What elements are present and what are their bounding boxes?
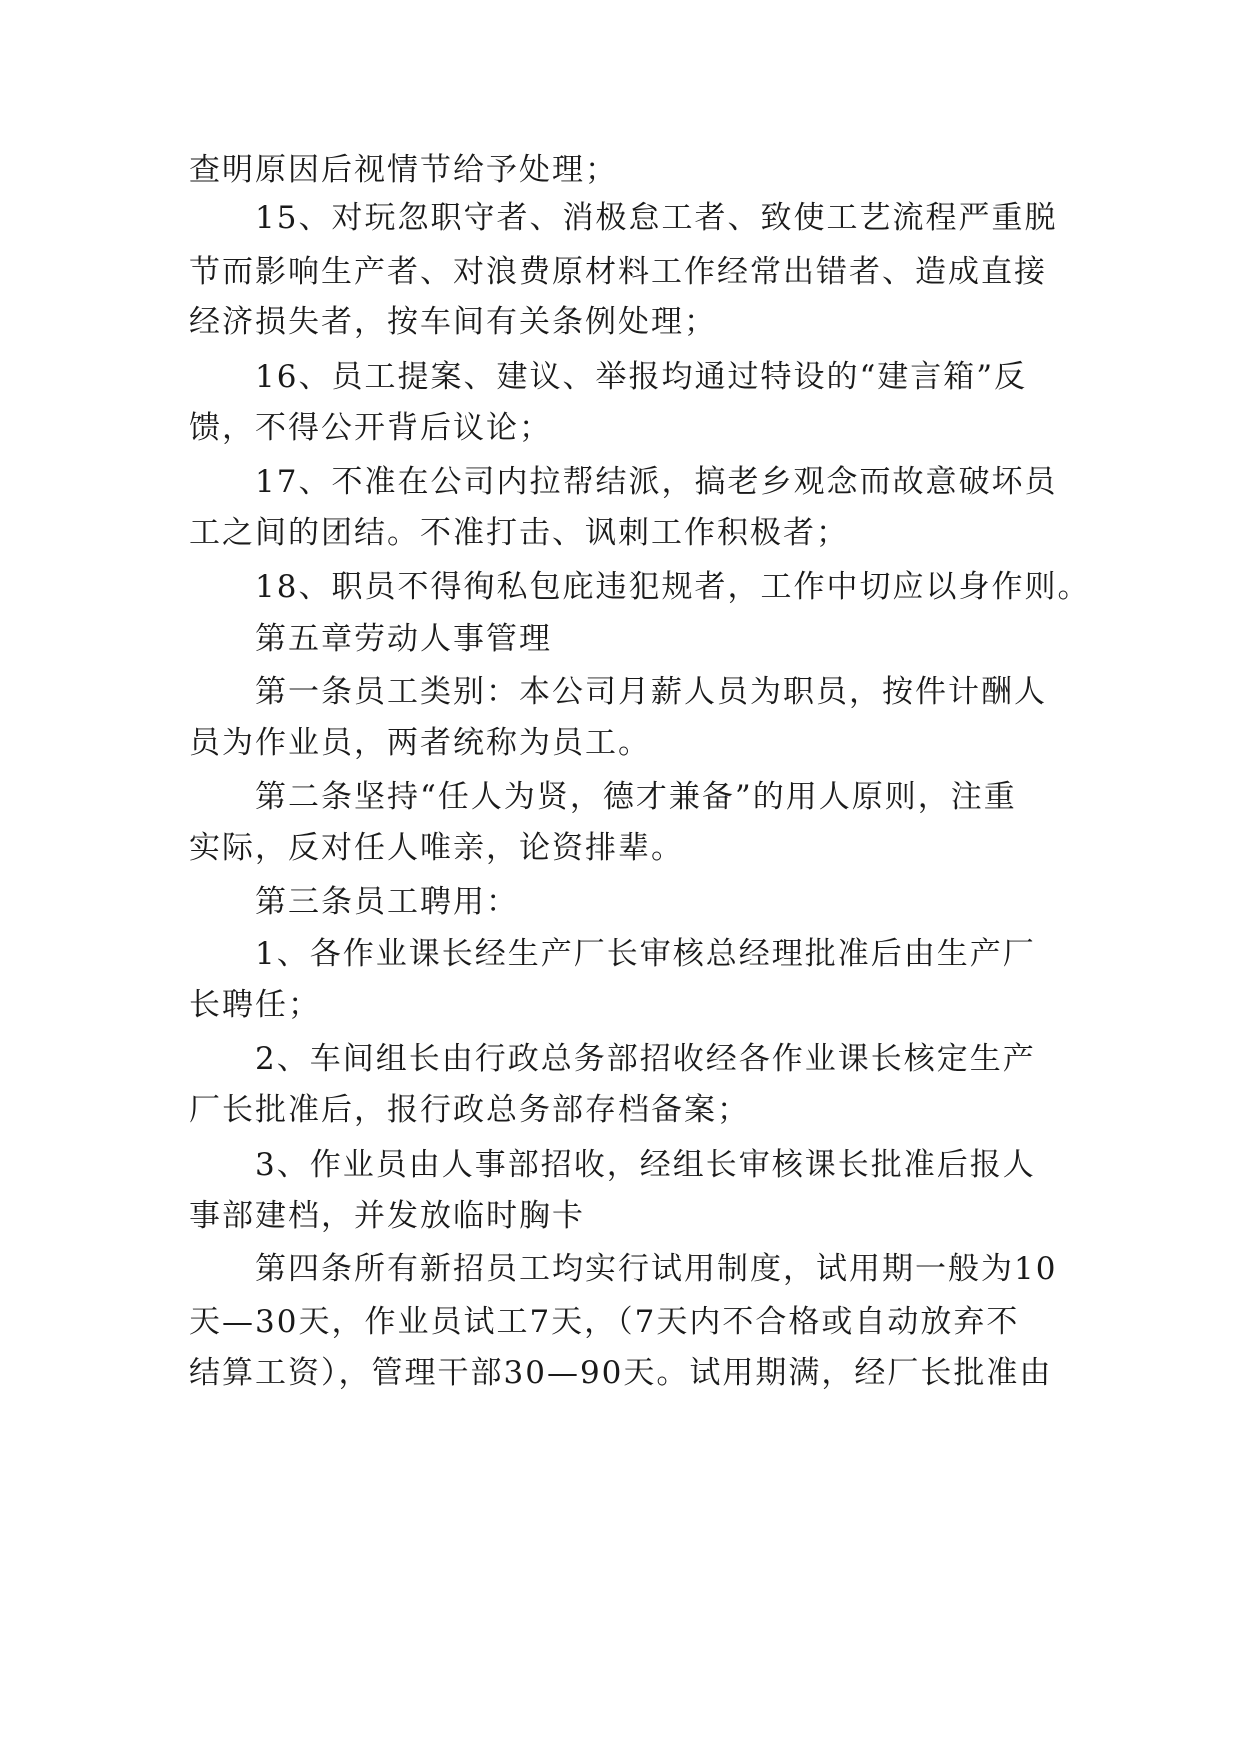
text-line: 第二条坚持“任人为贤，德才兼备”的用人原则，注重	[255, 779, 1017, 815]
text-line: 第四条所有新招员工均实行试用制度，试用期一般为10	[255, 1251, 1058, 1287]
text-line: 2、车间组长由行政总务部招收经各作业课长核定生产	[255, 1041, 1036, 1077]
text-line: 15、对玩忽职守者、消极怠工者、致使工艺流程严重脱	[255, 200, 1058, 236]
text-line: 事部建档，并发放临时胸卡	[189, 1198, 585, 1234]
text-line: 节而影响生产者、对浪费原材料工作经常出错者、造成直接	[189, 254, 1047, 290]
text-line: 员为作业员，两者统称为员工。	[189, 725, 651, 761]
text-line: 1、各作业课长经生产厂长审核总经理批准后由生产厂	[255, 936, 1036, 972]
text-line: 馈，不得公开背后议论；	[189, 410, 552, 446]
text-line: 3、作业员由人事部招收，经组长审核课长批准后报人	[255, 1147, 1036, 1183]
text-line: 长聘任；	[189, 987, 321, 1023]
text-line: 第三条员工聘用：	[255, 884, 519, 920]
text-line: 查明原因后视情节给予处理；	[189, 152, 618, 188]
text-line: 工之间的团结。不准打击、讽刺工作积极者；	[189, 515, 849, 551]
text-line: 实际，反对任人唯亲，论资排辈。	[189, 830, 684, 866]
text-line: 厂长批准后，报行政总务部存档备案；	[189, 1092, 750, 1128]
text-line: 结算工资），管理干部30—90天。试用期满，经厂长批准由	[189, 1355, 1053, 1391]
text-line: 第一条员工类别：本公司月薪人员为职员，按件计酬人	[255, 674, 1047, 710]
chapter-heading: 第五章劳动人事管理	[255, 621, 552, 657]
text-line: 18、职员不得徇私包庇违犯规者，工作中切应以身作则。	[255, 569, 1091, 605]
text-line: 经济损失者，按车间有关条例处理；	[189, 304, 717, 340]
text-line: 16、员工提案、建议、举报均通过特设的“建言箱”反	[255, 359, 1028, 395]
text-line: 天—30天，作业员试工7天，（7天内不合格或自动放弃不	[189, 1304, 1020, 1340]
text-line: 17、不准在公司内拉帮结派，搞老乡观念而故意破坏员	[255, 464, 1058, 500]
